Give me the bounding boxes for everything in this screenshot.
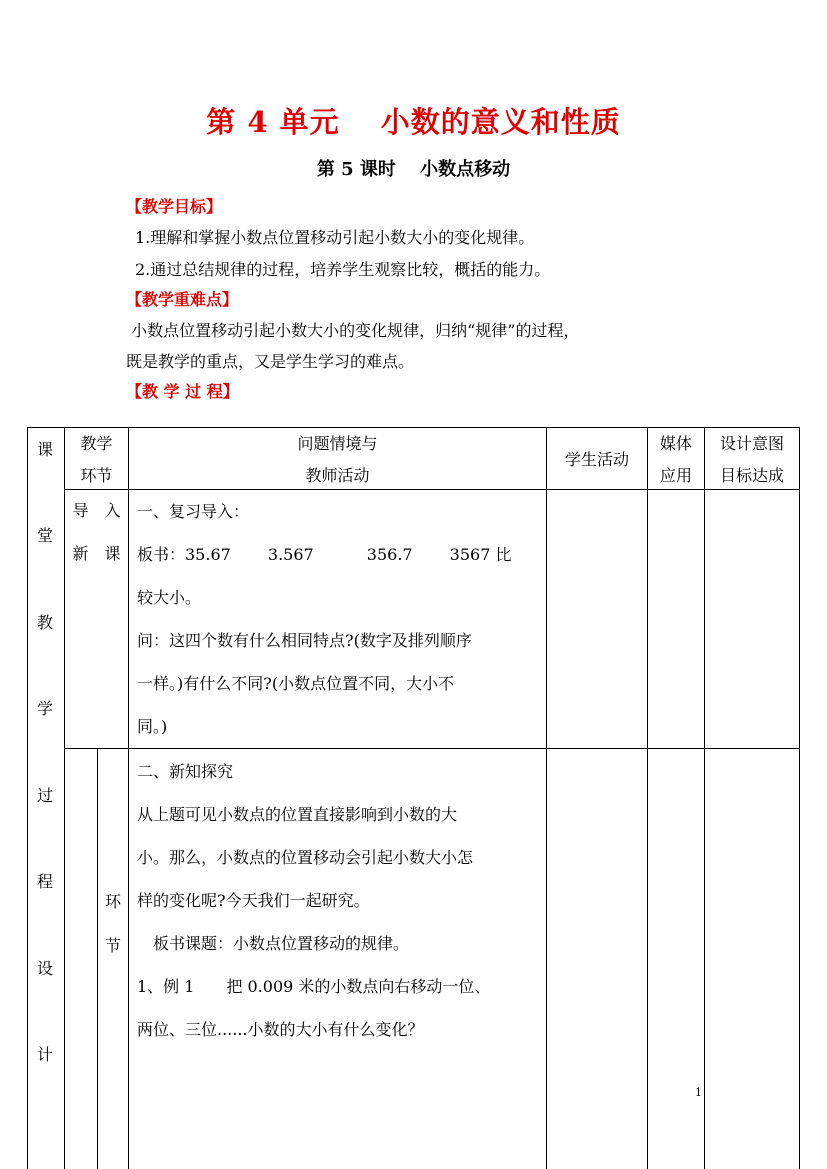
side-label-char: 程 <box>37 872 54 891</box>
row1-line: 较大小。 <box>137 588 202 607</box>
header-teacher-line-2: 教师活动 <box>305 466 370 485</box>
header-design-line-1: 设计意图 <box>719 434 784 453</box>
row1-line: 一、复习导入： <box>137 502 250 521</box>
key-points-heading: 【教学重难点】 <box>126 290 239 309</box>
side-label-char: 堂 <box>37 526 54 545</box>
row1-line: 板书：35.67 3.567 356.7 3567 比 <box>137 545 512 564</box>
table-divider-stage <box>128 427 129 1169</box>
table-border-left <box>27 427 28 1169</box>
header-media-line-2: 应用 <box>659 466 692 485</box>
header-stage-line-1: 教学 <box>80 434 113 453</box>
lesson-title: 第 5 课时 小数点移动 <box>316 159 511 180</box>
row2-stage-char: 环 <box>104 892 121 911</box>
row2-line: 小。那么，小数点的位置移动会引起小数大小怎 <box>137 848 474 867</box>
table-divider-student <box>647 427 648 1169</box>
row1-teacher-activity <box>137 490 547 748</box>
side-label-char: 教 <box>37 613 54 632</box>
header-media-line-1: 媒体 <box>659 434 692 453</box>
table-border-right <box>799 427 800 1169</box>
row2-line: 两位、三位......小数的大小有什么变化？ <box>137 1020 424 1039</box>
row2-stage-char: 节 <box>104 936 121 955</box>
header-teacher-line-1: 问题情境与 <box>297 434 378 453</box>
page-number: 1 <box>695 1086 702 1099</box>
row1-stage-line-1: 导 入 <box>72 501 121 520</box>
row1-stage-line-2: 新 课 <box>72 544 121 563</box>
row2-teacher-activity <box>137 750 547 1051</box>
header-student: 学生活动 <box>564 450 629 469</box>
table-row-divider <box>64 748 800 749</box>
side-label-char: 过 <box>37 786 54 805</box>
unit-title: 第 4 单元 小数的意义和性质 <box>206 105 621 139</box>
side-label-char: 计 <box>37 1045 54 1064</box>
key-points-line-2: 既是教学的重点，又是学生学习的难点。 <box>126 352 415 371</box>
header-stage-line-2: 环节 <box>80 466 113 485</box>
objective-item-2: 2.通过总结规律的过程，培养学生观察比较，概括的能力。 <box>135 260 551 279</box>
row2-line: 二、新知探究 <box>137 762 234 781</box>
row1-line: 同。) <box>137 717 168 736</box>
key-points-line-1: 小数点位置移动引起小数大小的变化规律，归纳“规律”的过程， <box>126 321 580 340</box>
side-label-char: 课 <box>37 440 54 459</box>
side-label-char: 设 <box>37 959 54 978</box>
objective-item-1: 1.理解和掌握小数点位置移动引起小数大小的变化规律。 <box>135 228 535 247</box>
row2-line: 样的变化呢?今天我们一起研究。 <box>137 891 370 910</box>
row2-line: 1、例 1 把 0.009 米的小数点向右移动一位、 <box>137 977 491 996</box>
row1-line: 问：这四个数有什么相同特点?(数字及排列顺序 <box>137 631 472 650</box>
row2-line: 板书课题：小数点位置移动的规律。 <box>137 934 410 953</box>
side-label-char: 学 <box>37 699 54 718</box>
process-heading: 【教 学 过 程】 <box>126 382 239 401</box>
row2-line: 从上题可见小数点的位置直接影响到小数的大 <box>137 805 458 824</box>
objectives-heading: 【教学目标】 <box>126 197 223 216</box>
header-design-line-2: 目标达成 <box>719 466 784 485</box>
row1-line: 一样。)有什么不同?(小数点位置不同，大小不 <box>137 674 455 693</box>
table-divider-media <box>704 427 705 1169</box>
